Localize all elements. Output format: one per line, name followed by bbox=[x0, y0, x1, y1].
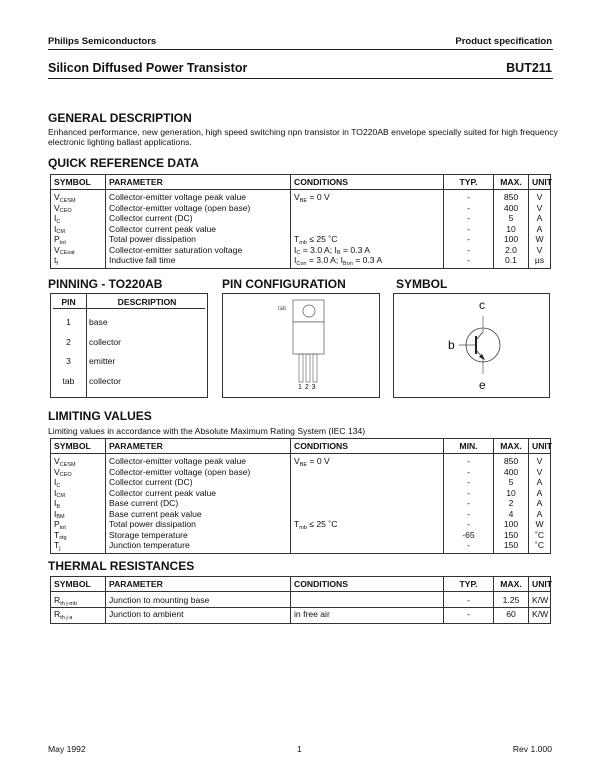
col-header: UNIT bbox=[529, 439, 551, 454]
max-value: 2 bbox=[508, 498, 514, 508]
max-value: 400 bbox=[503, 466, 519, 477]
symbol-subscript: CEO bbox=[59, 208, 72, 213]
typ-value: - bbox=[467, 255, 470, 265]
table-row bbox=[51, 498, 551, 509]
parameter: Base current (DC) bbox=[109, 498, 179, 508]
max-value: 150 bbox=[503, 540, 519, 550]
pin-description: collector bbox=[89, 336, 121, 347]
parameter: Collector current peak value bbox=[109, 223, 216, 234]
transistor-symbol bbox=[393, 293, 550, 398]
condition-text: = 0 V bbox=[307, 192, 330, 202]
symbol-subscript: tot bbox=[59, 524, 66, 530]
unit: W bbox=[535, 234, 544, 244]
condition-subscript: mb bbox=[299, 524, 307, 530]
symbol: I bbox=[54, 213, 57, 223]
parameter: Collector current peak value bbox=[109, 487, 216, 498]
parameter: Total power dissipation bbox=[109, 234, 196, 244]
table-row bbox=[51, 467, 551, 478]
typ-value: - bbox=[467, 192, 470, 202]
divider bbox=[48, 78, 553, 79]
thermal-resistances-table bbox=[50, 576, 551, 624]
max-value: 4 bbox=[508, 508, 514, 519]
table-row bbox=[51, 245, 551, 256]
condition-text: T bbox=[294, 519, 300, 529]
page-number: 1 bbox=[297, 744, 302, 754]
symbol-subscript: CESM bbox=[59, 461, 76, 467]
page-title: Silicon Diffused Power Transistor bbox=[48, 61, 248, 75]
unit: A bbox=[536, 487, 543, 498]
pin-description: emitter bbox=[89, 356, 116, 366]
col-header: MAX. bbox=[494, 439, 529, 454]
condition-subscript: Con bbox=[296, 260, 307, 267]
symbol-subscript: C bbox=[56, 218, 61, 224]
symbol: V bbox=[54, 202, 60, 213]
col-header: UNIT bbox=[529, 175, 551, 190]
col-header: CONDITIONS bbox=[291, 577, 444, 592]
col-header: SYMBOL bbox=[51, 439, 106, 454]
pinning-table bbox=[50, 293, 208, 398]
pin-row bbox=[51, 372, 209, 392]
footer-revision: Rev 1.000 bbox=[512, 744, 552, 754]
condition-subscript: Bon bbox=[343, 260, 353, 267]
pin-number: tab bbox=[62, 375, 75, 386]
pin-row bbox=[51, 352, 209, 372]
symbol: I bbox=[54, 477, 57, 487]
max-value: 100 bbox=[503, 234, 519, 244]
typ-value: - bbox=[467, 234, 470, 244]
unit: V bbox=[536, 244, 543, 255]
max-value: 1.25 bbox=[502, 595, 520, 605]
general-heading: GENERAL DESCRIPTION bbox=[48, 111, 192, 125]
condition-text: = 0.3 A bbox=[340, 244, 370, 255]
pin-row bbox=[51, 313, 209, 333]
typ-value: - bbox=[467, 244, 470, 255]
typ-value: - bbox=[467, 609, 470, 619]
col-header: MIN. bbox=[444, 439, 494, 454]
condition-text: T bbox=[294, 234, 300, 244]
symbol: t bbox=[54, 255, 57, 265]
condition-subscript: C bbox=[296, 250, 301, 255]
unit: W bbox=[535, 519, 544, 529]
table-row bbox=[51, 608, 551, 624]
symbol-heading: SYMBOL bbox=[396, 277, 448, 291]
symbol-subscript: th j-a bbox=[60, 614, 73, 621]
typ-value: - bbox=[467, 595, 470, 605]
table-row bbox=[51, 213, 551, 224]
unit: A bbox=[536, 213, 543, 223]
table-row bbox=[51, 255, 551, 268]
condition-subscript: B bbox=[336, 250, 341, 255]
symbol: R bbox=[54, 595, 61, 605]
col-header: SYMBOL bbox=[51, 577, 106, 592]
symbol-subscript: j bbox=[59, 545, 61, 552]
col-header: MAX. bbox=[494, 577, 529, 592]
symbol-subscript: th j-mb bbox=[60, 600, 78, 607]
symbol-subscript: CEsat bbox=[59, 250, 75, 255]
col-header: CONDITIONS bbox=[291, 439, 444, 454]
unit: K/W bbox=[532, 595, 549, 605]
max-value: 5 bbox=[508, 477, 514, 487]
unit: ˚C bbox=[534, 540, 545, 550]
symbol: I bbox=[54, 223, 57, 234]
table-row bbox=[51, 530, 551, 541]
typ-value: - bbox=[467, 223, 470, 234]
condition-text: = 3.0 A; I bbox=[306, 255, 344, 265]
limiting-heading: LIMITING VALUES bbox=[48, 409, 152, 423]
table-row bbox=[51, 540, 551, 553]
symbol: T bbox=[54, 540, 60, 550]
table-row bbox=[51, 190, 551, 203]
symbol: T bbox=[54, 529, 60, 540]
unit: ˚C bbox=[534, 529, 545, 540]
max-value: 850 bbox=[503, 456, 519, 466]
symbol-subscript: CESM bbox=[59, 197, 76, 203]
symbol: V bbox=[54, 456, 60, 466]
table-row bbox=[51, 203, 551, 214]
table-row bbox=[51, 488, 551, 499]
doc-type: Product specification bbox=[455, 36, 552, 47]
min-value: - bbox=[467, 508, 470, 519]
parameter: Inductive fall time bbox=[109, 255, 176, 265]
collector-label: c bbox=[479, 298, 485, 312]
quick-heading: QUICK REFERENCE DATA bbox=[48, 156, 199, 170]
thermal-heading: THERMAL RESISTANCES bbox=[48, 559, 195, 573]
pin-col-header: PIN bbox=[61, 297, 76, 307]
symbol: I bbox=[54, 508, 57, 519]
col-header: SYMBOL bbox=[51, 175, 106, 190]
col-header: TYP. bbox=[444, 577, 494, 592]
pin-description: collector bbox=[89, 375, 121, 386]
parameter: Collector-emitter voltage peak value bbox=[109, 192, 247, 202]
max-value: 400 bbox=[503, 202, 519, 213]
to220-package-icon bbox=[223, 294, 379, 397]
unit: µs bbox=[534, 255, 545, 265]
max-value: 2.0 bbox=[505, 244, 517, 255]
min-value: - bbox=[467, 487, 470, 498]
symbol: P bbox=[54, 234, 60, 244]
unit: V bbox=[536, 192, 543, 202]
parameter: Storage temperature bbox=[109, 529, 188, 540]
unit: A bbox=[536, 223, 543, 234]
table-row bbox=[51, 454, 551, 467]
max-value: 10 bbox=[506, 487, 516, 498]
symbol-subscript: tot bbox=[59, 239, 66, 245]
condition-text: ≤ 25 ˚C bbox=[306, 234, 338, 244]
max-value: 0.1 bbox=[505, 255, 517, 265]
condition-text: in free air bbox=[294, 609, 330, 619]
pin-configuration-diagram bbox=[222, 293, 380, 398]
typ-value: - bbox=[467, 202, 470, 213]
unit: K/W bbox=[532, 609, 549, 619]
desc-col-header: DESCRIPTION bbox=[117, 297, 177, 307]
limiting-values-table bbox=[50, 438, 551, 554]
pinning-heading: PINNING - TO220AB bbox=[48, 277, 163, 291]
parameter: Base current peak value bbox=[109, 508, 202, 519]
symbol: V bbox=[54, 244, 60, 255]
min-value: - bbox=[467, 477, 470, 487]
symbol: I bbox=[54, 487, 57, 498]
parameter: Total power dissipation bbox=[109, 519, 196, 529]
symbol: V bbox=[54, 192, 60, 202]
pin-row bbox=[51, 333, 209, 353]
parameter: Collector-emitter voltage peak value bbox=[109, 456, 247, 466]
general-text: Enhanced performance, new generation, high speed switching npn transistor in TO220AB envelope specially suited for high frequency electronic lighting ballast applications. bbox=[48, 127, 558, 147]
unit: A bbox=[536, 477, 543, 487]
condition-text: = 0 V bbox=[307, 456, 330, 466]
typ-value: - bbox=[467, 213, 470, 223]
base-label: b bbox=[448, 338, 455, 352]
max-value: 60 bbox=[506, 609, 516, 619]
condition-text: I bbox=[294, 244, 297, 255]
symbol-subscript: stg bbox=[59, 535, 67, 540]
max-value: 10 bbox=[506, 223, 516, 234]
symbol-subscript: B bbox=[56, 503, 61, 509]
pin-config-heading: PIN CONFIGURATION bbox=[222, 277, 346, 291]
condition-subscript: BE bbox=[299, 197, 308, 203]
col-header: CONDITIONS bbox=[291, 175, 444, 190]
min-value: - bbox=[467, 466, 470, 477]
min-value: - bbox=[467, 498, 470, 508]
divider bbox=[48, 49, 553, 50]
condition-text: V bbox=[294, 456, 300, 466]
parameter: Collector current (DC) bbox=[109, 477, 193, 487]
table-row bbox=[51, 477, 551, 488]
max-value: 5 bbox=[508, 213, 514, 223]
condition-subscript: mb bbox=[299, 239, 307, 245]
parameter: Collector current (DC) bbox=[109, 213, 193, 223]
parameter: Junction to ambient bbox=[109, 609, 184, 619]
part-number: BUT211 bbox=[506, 61, 552, 75]
quick-reference-table bbox=[50, 174, 551, 269]
max-value: 150 bbox=[503, 529, 519, 540]
table-row bbox=[51, 509, 551, 520]
col-header: PARAMETER bbox=[106, 577, 291, 592]
max-value: 850 bbox=[503, 192, 519, 202]
pin-numbers: 1 2 3 bbox=[298, 384, 317, 391]
max-value: 100 bbox=[503, 519, 519, 529]
unit: A bbox=[536, 508, 543, 519]
min-value: -65 bbox=[462, 529, 475, 540]
table-row bbox=[51, 234, 551, 245]
unit: V bbox=[536, 202, 543, 213]
col-header: PARAMETER bbox=[106, 175, 291, 190]
footer-date: May 1992 bbox=[48, 744, 86, 754]
symbol-subscript: f bbox=[56, 260, 58, 267]
limiting-subtitle: Limiting values in accordance with the Absolute Maximum Rating System (IEC 134) bbox=[48, 426, 366, 436]
col-header: PARAMETER bbox=[106, 439, 291, 454]
min-value: - bbox=[467, 456, 470, 466]
tab-label: tab bbox=[278, 306, 287, 312]
col-header: MAX. bbox=[494, 175, 529, 190]
condition-subscript: BE bbox=[299, 461, 308, 467]
pin-number: 2 bbox=[66, 336, 71, 347]
symbol-subscript: C bbox=[56, 482, 61, 488]
pin-description: base bbox=[89, 317, 108, 327]
symbol: P bbox=[54, 519, 60, 529]
condition-text: = 0.3 A bbox=[352, 255, 383, 265]
min-value: - bbox=[467, 519, 470, 529]
symbol-subscript: CM bbox=[56, 493, 65, 498]
symbol-subscript: CEO bbox=[59, 472, 72, 477]
col-header: UNIT bbox=[529, 577, 551, 592]
parameter: Collector-emitter voltage (open base) bbox=[109, 466, 251, 477]
col-header: TYP. bbox=[444, 175, 494, 190]
unit: A bbox=[536, 498, 543, 508]
symbol-subscript: CM bbox=[56, 229, 65, 234]
unit: V bbox=[536, 456, 543, 466]
parameter: Junction temperature bbox=[109, 540, 190, 550]
parameter: Collector-emitter voltage (open base) bbox=[109, 202, 251, 213]
table-row bbox=[51, 592, 551, 608]
condition-text: ≤ 25 ˚C bbox=[306, 519, 338, 529]
pin-number: 3 bbox=[66, 356, 71, 366]
condition-text: I bbox=[294, 255, 297, 265]
symbol: R bbox=[54, 609, 61, 619]
symbol-subscript: BM bbox=[56, 514, 65, 519]
parameter: Collector-emitter saturation voltage bbox=[109, 244, 243, 255]
npn-transistor-icon bbox=[394, 294, 549, 397]
emitter-label: e bbox=[479, 378, 486, 392]
pin-number: 1 bbox=[66, 317, 71, 327]
min-value: - bbox=[467, 540, 470, 550]
table-row bbox=[51, 519, 551, 530]
unit: V bbox=[536, 466, 543, 477]
condition-text: V bbox=[294, 192, 300, 202]
parameter: Junction to mounting base bbox=[109, 595, 210, 605]
symbol: V bbox=[54, 466, 60, 477]
condition-text: = 3.0 A; I bbox=[300, 244, 337, 255]
symbol: I bbox=[54, 498, 57, 508]
table-row bbox=[51, 224, 551, 235]
company-name: Philips Semiconductors bbox=[48, 36, 157, 47]
